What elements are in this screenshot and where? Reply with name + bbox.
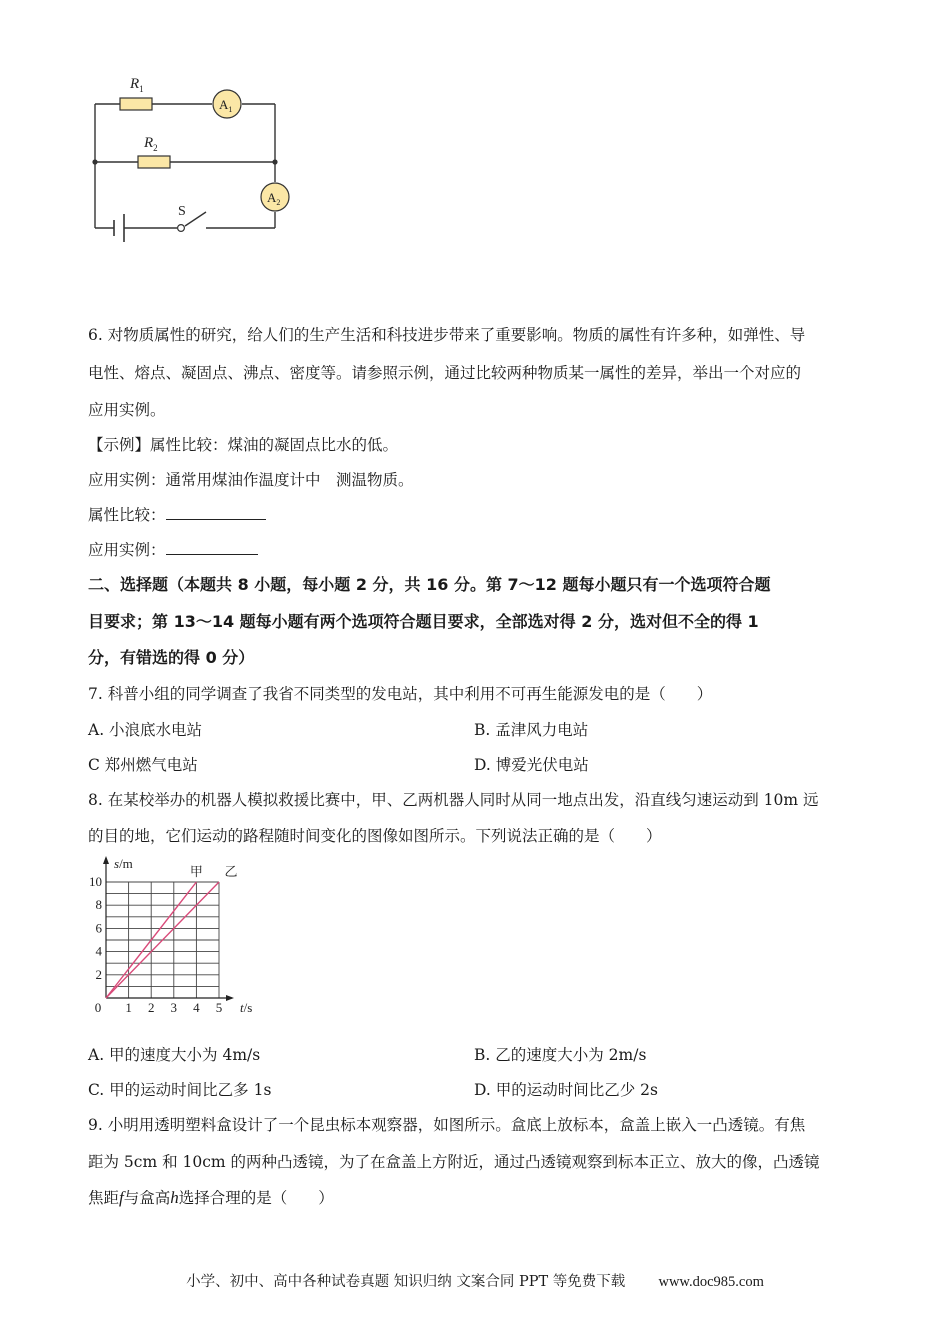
q8-option-a[interactable]: A. 甲的速度大小为 4m/s	[88, 1046, 261, 1064]
q6-example: 【示例】属性比较：煤油的凝固点比水的低。	[88, 436, 399, 454]
q6-line1: 6. 对物质属性的研究，给人们的生产生活和科技进步带来了重要影响。物质的属性有许多种，如弹性、导	[88, 326, 806, 344]
page-footer	[0, 1270, 950, 1291]
q6-property-answer[interactable]	[88, 505, 266, 525]
footer-text: 小学、初中、高中各种试卷真题 知识归纳 文案合同 PPT 等免费下载	[186, 1274, 626, 1290]
q6-line3: 应用实例。	[88, 401, 166, 419]
x-axis-arrow	[226, 995, 234, 1001]
svg-text:R1: $R_1$	[130, 76, 144, 94]
resistor-r1	[120, 98, 152, 110]
x-tick-label: 4	[193, 1000, 200, 1015]
y-tick-label: 10	[89, 874, 102, 889]
r2-label: R	[144, 135, 154, 151]
x-tick-label: 2	[147, 1000, 155, 1015]
q8-option-c[interactable]: C. 甲的运动时间比乙多 1s	[88, 1081, 272, 1099]
q8-line2: 的目的地，它们运动的路程随时间变化的图像如图所示。下列说法正确的是（ ）	[88, 827, 662, 845]
x-tick-label: 0	[94, 1000, 102, 1015]
resistor-r2	[138, 156, 170, 168]
q7-option-c[interactable]: C 郑州燃气电站	[88, 756, 198, 774]
var-h: h	[170, 1188, 179, 1207]
r1-label: R	[130, 76, 140, 92]
x-tick-label: 1	[125, 1000, 132, 1015]
y-tick-label: 4	[95, 943, 102, 959]
y-tick-label: 2	[95, 966, 102, 982]
y-axis-label: s/m	[114, 856, 133, 871]
circuit-diagram	[84, 70, 304, 250]
switch-label: S	[178, 204, 186, 219]
q7-option-a[interactable]: A. 小浪底水电站	[88, 721, 203, 739]
a2-label: A	[267, 190, 277, 205]
q8-option-d[interactable]: D. 甲的运动时间比乙少 2s	[474, 1081, 658, 1099]
y-tick-label: 6	[95, 920, 102, 936]
q8-option-b[interactable]: B. 乙的速度大小为 2m/s	[474, 1046, 647, 1064]
q8-line1: 8. 在某校举办的机器人模拟救援比赛中，甲、乙两机器人同时从同一地点出发，沿直线匀速运动到 10m 远	[88, 791, 819, 809]
q6-line2: 电性、熔点、凝固点、沸点、密度等。请参照示例，通过比较两种物质某一属性的差异，举出一个对应的	[88, 364, 802, 382]
distance-time-chart	[84, 852, 274, 1022]
application-blank[interactable]	[166, 540, 258, 555]
series-label-yi: 乙	[224, 864, 238, 879]
x-tick-label: 5	[215, 1000, 223, 1015]
y-tick-label: 8	[95, 897, 102, 913]
q6-application-answer[interactable]	[88, 540, 258, 560]
q7-stem: 7. 科普小组的同学调查了我省不同类型的发电站，其中利用不可再生能源发电的是（ ）	[88, 685, 713, 703]
application-prompt: 应用实例：	[88, 541, 166, 559]
x-axis-label: t/s	[240, 1000, 253, 1015]
q9-line1: 9. 小明用透明塑料盒设计了一个昆虫标本观察器，如图所示。盒底上放标本，盒盖上嵌入一凸透镜。有焦	[88, 1116, 806, 1134]
var-f: f	[119, 1188, 124, 1207]
y-axis-arrow	[103, 856, 109, 864]
q7-option-d[interactable]: D. 博爱光伏电站	[474, 756, 589, 774]
q6-application-example: 应用实例：通常用煤油作温度计中 测温物质。	[88, 471, 414, 489]
series-label-jia: 甲	[189, 864, 203, 879]
svg-text:A2: $A_2$	[267, 190, 281, 207]
property-prompt: 属性比较：	[88, 506, 166, 524]
svg-text:R2: $R_2$	[144, 135, 158, 153]
a1-label: A	[219, 97, 229, 112]
x-tick-label: 3	[170, 1000, 178, 1015]
q9-line2: 距为 5cm 和 10cm 的两种凸透镜，为了在盒盖上方附近，通过凸透镜观察到标本正立、放大的像，凸透镜	[88, 1153, 820, 1171]
svg-text:A1: $A_1$	[219, 97, 233, 114]
section2-line2: 目要求；第 13～14 题每小题有两个选项符合题目要求，全部选对得 2 分，选对但不全的得 1	[88, 612, 759, 631]
q7-option-b[interactable]: B. 孟津风力电站	[474, 721, 589, 739]
footer-site[interactable]: www.doc985.com	[658, 1274, 764, 1290]
property-blank[interactable]	[166, 505, 266, 520]
section2-line3: 分，有错选的得 0 分）	[88, 648, 255, 667]
q9-line3: 焦距f与盒高h选择合理的是（ ）	[88, 1188, 334, 1207]
section2-line1: 二、选择题（本题共 8 小题，每小题 2 分，共 16 分。第 7～12 题每小题只有一个选项符合题	[88, 575, 771, 594]
